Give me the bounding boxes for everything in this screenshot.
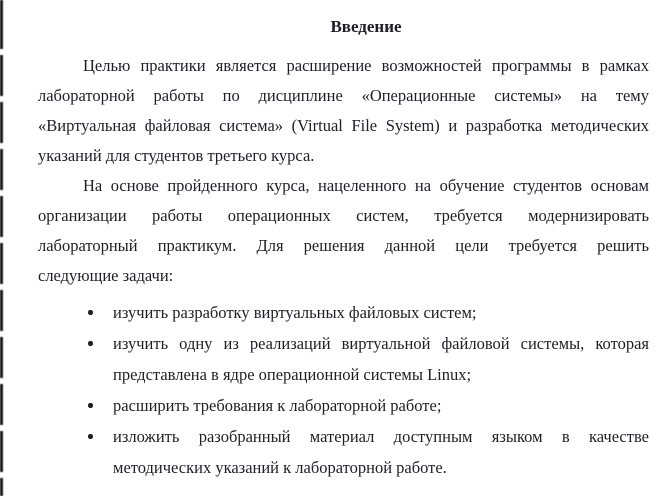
text-line: На основе пройденного курса, нацеленного на обучение студентов основам xyxy=(83,176,649,195)
text-line: изучить разработку виртуальных файловых систем; xyxy=(113,303,477,322)
text-line: «Виртуальная файловая система» (Virtual File System) и разработка методических xyxy=(38,116,649,135)
text-line: Целью практики является расширение возможностей программы в рамках xyxy=(83,56,649,75)
text-line: организации работы операционных систем, требуется модернизировать xyxy=(38,206,649,225)
paragraph xyxy=(38,51,649,171)
text-line: указаний для студентов третьего курса. xyxy=(38,146,315,165)
text-line: лабораторной работы по дисциплине «Операционные системы» на тему xyxy=(38,86,649,105)
body-text xyxy=(38,51,649,291)
section-title: Введение xyxy=(330,17,402,36)
task-list xyxy=(38,297,649,483)
bullet-icon xyxy=(88,310,93,315)
bullet-icon xyxy=(88,403,93,408)
list-item xyxy=(38,390,649,421)
text-line: следующие задачи: xyxy=(38,266,174,285)
text-line: представлена в ядре операционной системы Linux; xyxy=(113,365,472,384)
text-line: расширить требования к лабораторной работе; xyxy=(113,396,442,415)
text-line: изучить одну из реализаций виртуальной файловой системы, которая xyxy=(113,334,649,353)
document-content xyxy=(38,16,649,483)
list-item xyxy=(38,421,649,483)
bullet-icon xyxy=(88,434,93,439)
text-line: лабораторный практикум. Для решения данной цели требуется решить xyxy=(38,236,649,255)
list-item xyxy=(38,297,649,328)
bullet-icon xyxy=(88,341,93,346)
text-line: методических указаний к лабораторной работе. xyxy=(113,458,447,477)
scan-edge-artifact xyxy=(0,0,3,496)
list-item xyxy=(38,328,649,390)
paragraph xyxy=(38,171,649,291)
text-line: изложить разобранный материал доступным языком в качестве xyxy=(113,427,649,446)
